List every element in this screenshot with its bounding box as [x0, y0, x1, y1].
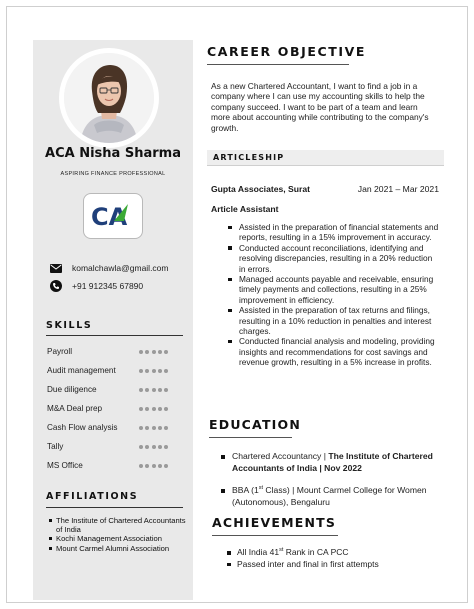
education-divider: [209, 437, 292, 438]
skill-dot: [164, 350, 168, 354]
career-divider: [207, 64, 349, 65]
skill-rating: [139, 350, 168, 354]
affiliations-divider: [46, 507, 183, 508]
list-item: Kochi Management Association: [49, 534, 189, 543]
skill-rating: [139, 369, 168, 373]
skill-dot: [158, 350, 162, 354]
skill-rating: [139, 445, 168, 449]
skill-dot: [158, 407, 162, 411]
skill-dot: [152, 407, 156, 411]
list-item: Conducted account reconciliations, identifying and resolving discrepancies, resulting in a 20% reduction in errors.: [226, 243, 440, 274]
skill-dot: [139, 369, 143, 373]
skills-divider: [46, 335, 183, 336]
skill-dot: [139, 464, 143, 468]
education-item-2: [219, 485, 444, 508]
candidate-tagline: ASPIRING FINANCE PROFESSIONAL: [60, 171, 166, 177]
skill-dot: [145, 426, 149, 430]
skill-dot: [145, 445, 149, 449]
achievement-rank-b: Rank in CA PCC: [283, 547, 349, 557]
skill-rating: [139, 426, 168, 430]
skill-label: Payroll: [47, 347, 73, 356]
skill-dot: [164, 369, 168, 373]
skill-dot: [139, 407, 143, 411]
phone-number[interactable]: +91 912345 67890: [72, 281, 144, 291]
skill-row: [47, 423, 187, 435]
education-bba-b: Class) | Mount Carmel College for Women (Autonomous), Bengaluru: [232, 485, 427, 507]
skill-label: Cash Flow analysis: [47, 423, 118, 432]
affiliations-heading: AFFILIATIONS: [46, 491, 139, 502]
profile-photo: [64, 53, 154, 143]
skill-rating: [139, 464, 168, 468]
skill-label: Tally: [47, 442, 64, 451]
education-institute: The Institute of Chartered Accountants of India | Nov 2022: [232, 451, 433, 473]
list-item: [219, 485, 444, 508]
ca-logo-mark: [84, 194, 142, 238]
skill-dot: [145, 350, 149, 354]
skill-dot: [145, 407, 149, 411]
envelope-icon: [49, 261, 63, 275]
skill-dot: [139, 350, 143, 354]
skill-dot: [152, 426, 156, 430]
skills-heading: SKILLS: [46, 320, 93, 331]
education-bba-sup: st: [258, 485, 264, 492]
skill-dot: [158, 464, 162, 468]
articleship-heading: ARTICLESHIP: [213, 153, 285, 162]
skill-rating: [139, 388, 168, 392]
skill-dot: [152, 369, 156, 373]
list-item: Assisted in the preparation of tax returns and filings, resulting in a 10% reduction in penalties and interest charges.: [226, 305, 440, 336]
affiliations-list: [49, 516, 189, 553]
education-heading: EDUCATION: [209, 417, 302, 432]
skill-dot: [158, 445, 162, 449]
career-heading: CAREER OBJECTIVE: [207, 44, 367, 59]
skill-row: [47, 385, 187, 397]
list-item: [225, 547, 445, 559]
skill-dot: [139, 445, 143, 449]
skill-dot: [164, 445, 168, 449]
skill-label: Due diligence: [47, 385, 97, 394]
candidate-name: ACA Nisha Sharma: [45, 146, 181, 161]
skill-dot: [139, 426, 143, 430]
phone-icon: [49, 279, 63, 293]
articleship-bullets: [226, 222, 440, 368]
achievements-list: [225, 547, 445, 570]
education-bba-a: BBA (1: [232, 485, 259, 495]
skill-dot: [158, 426, 162, 430]
list-item: Passed inter and final in first attempts: [225, 559, 445, 571]
achievements-heading: ACHIEVEMENTS: [212, 515, 337, 530]
skill-dot: [164, 407, 168, 411]
achievement-rank-sup: st: [279, 547, 284, 554]
skill-label: MS Office: [47, 461, 83, 470]
skill-row: [47, 461, 187, 473]
career-objective-text: As a new Chartered Accountant, I want to find a job in a company where I can use my accounting skills to help the company succeed. I want to be part of a team and learn more about accounting while contributing to the company's growth.: [211, 81, 429, 133]
education-degree: Chartered Accountancy |: [232, 451, 329, 461]
email-row: [49, 261, 199, 275]
job-dates: Jan 2021 – Mar 2021: [357, 184, 439, 194]
email-address[interactable]: komalchawla@gmail.com: [72, 263, 169, 273]
skill-dot: [145, 369, 149, 373]
ca-logo-text: CA: [91, 203, 128, 231]
skill-dot: [164, 426, 168, 430]
skill-dot: [139, 388, 143, 392]
skill-label: M&A Deal prep: [47, 404, 103, 413]
list-item: Managed accounts payable and receivable, ensuring timely payments and collections, resulting in a 25% improvement in efficiency.: [226, 274, 440, 305]
job-role: Article Assistant: [211, 204, 279, 214]
list-item: Conducted financial analysis and modeling, providing insights and recommendations for cost savings and revenue growth, resulting in a 5% increase in profits.: [226, 336, 440, 367]
list-item: Mount Carmel Alumni Association: [49, 544, 189, 553]
skill-dot: [152, 350, 156, 354]
skill-dot: [158, 388, 162, 392]
list-item: Assisted in the preparation of financial statements and reports, resulting in a 15% improvement in accuracy.: [226, 222, 440, 243]
skill-dot: [145, 388, 149, 392]
list-item: [219, 451, 444, 474]
skill-row: [47, 366, 187, 378]
skill-dot: [152, 388, 156, 392]
education-item-1: [219, 451, 444, 474]
achievement-rank-a: All India 41: [237, 547, 280, 557]
skill-dot: [158, 369, 162, 373]
skill-row: [47, 404, 187, 416]
skill-row: [47, 347, 187, 359]
achievements-divider: [212, 535, 338, 536]
phone-row: [49, 279, 199, 293]
articleship-bar: [207, 150, 444, 166]
skill-dot: [164, 388, 168, 392]
skill-dot: [152, 445, 156, 449]
list-item: The Institute of Chartered Accountants of India: [49, 516, 189, 534]
skill-dot: [152, 464, 156, 468]
ca-logo: [83, 193, 143, 239]
skill-label: Audit management: [47, 366, 116, 375]
skill-dot: [164, 464, 168, 468]
person-illustration: [64, 53, 154, 143]
skill-dot: [145, 464, 149, 468]
skill-row: [47, 442, 187, 454]
skill-rating: [139, 407, 168, 411]
company-name: Gupta Associates, Surat: [211, 184, 311, 194]
